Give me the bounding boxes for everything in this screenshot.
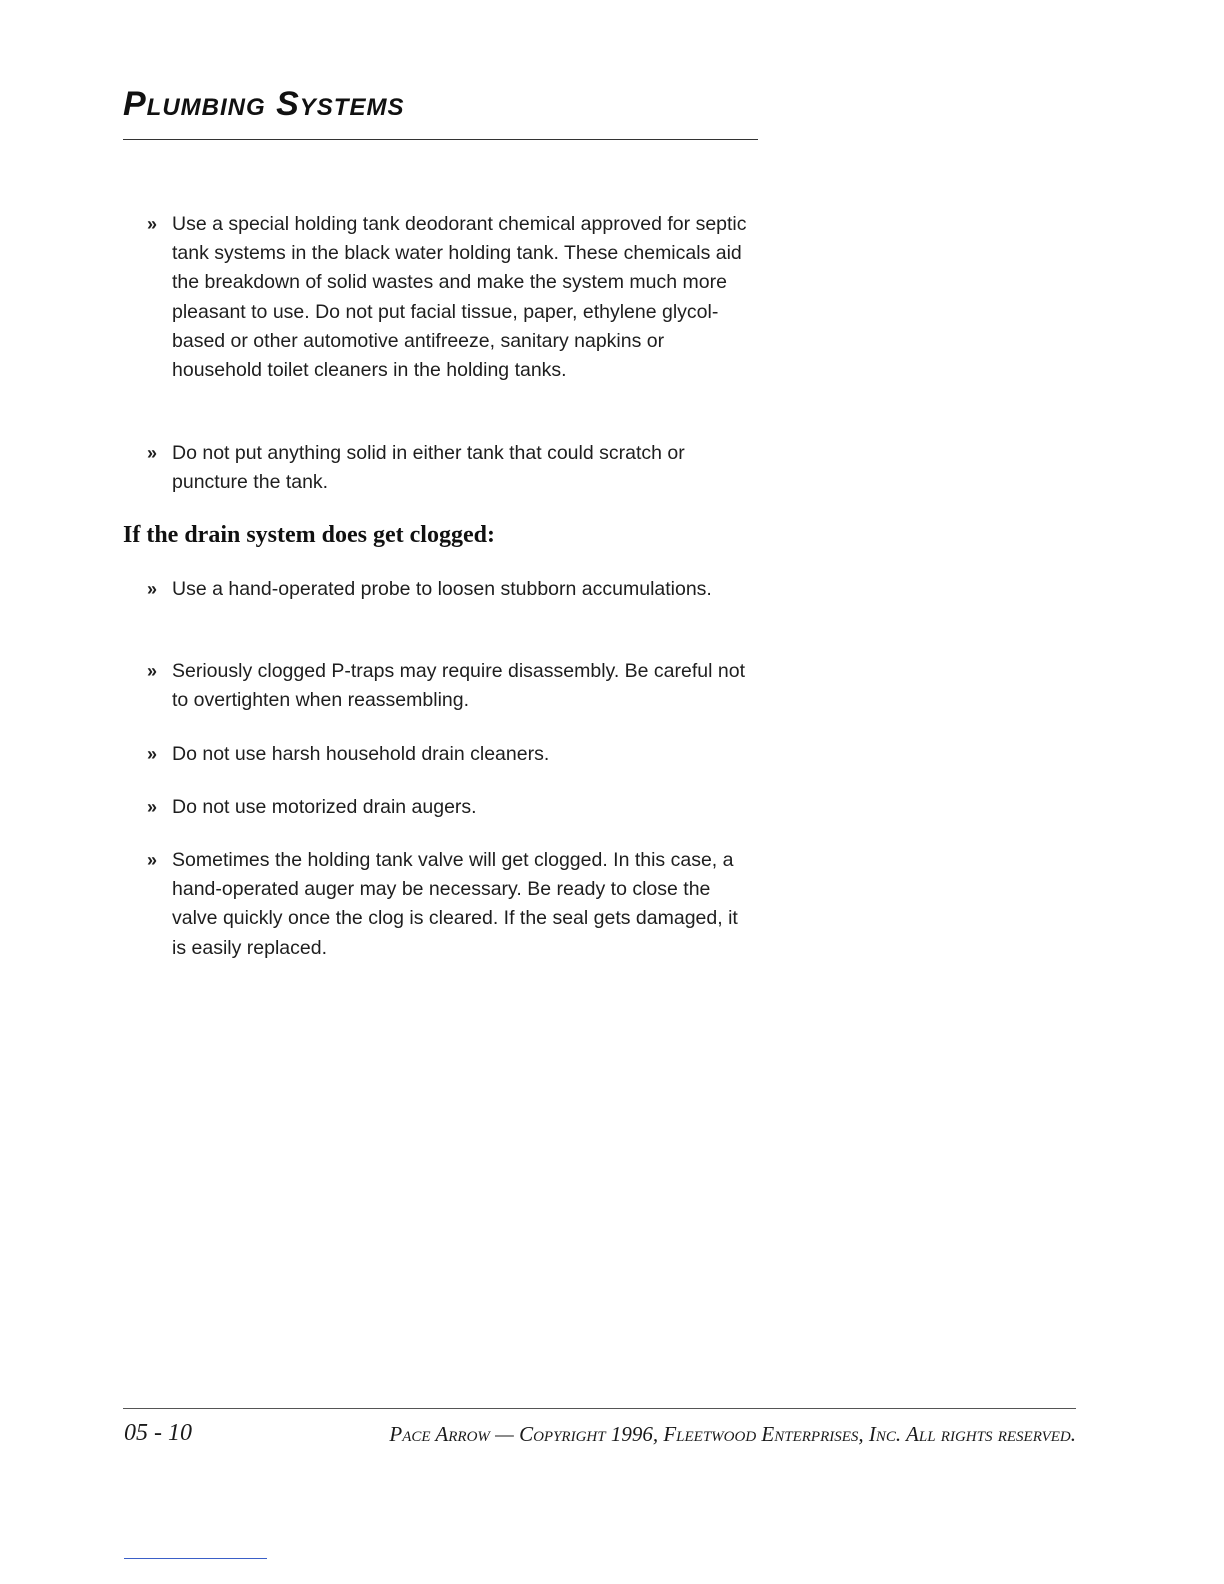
bullet-text: Seriously clogged P-traps may require disassembly. Be careful not to overtighten when reassembling. bbox=[172, 660, 745, 712]
footer-rule bbox=[123, 1408, 1076, 1409]
bullet-chevron-icon: » bbox=[147, 214, 156, 234]
list-item bbox=[147, 793, 757, 822]
list-item bbox=[147, 210, 757, 385]
bullet-chevron-icon: » bbox=[147, 579, 156, 599]
list-item bbox=[147, 657, 757, 715]
bullet-text: Use a hand-operated probe to loosen stubborn accumulations. bbox=[172, 578, 712, 600]
bullet-text: Sometimes the holding tank valve will get clogged. In this case, a hand-operated auger may be necessary. Be ready to close the valve quickly once the clog is cleared. If the seal gets damaged, it is easily replaced. bbox=[172, 849, 738, 959]
bullet-text: Do not use motorized drain augers. bbox=[172, 796, 477, 818]
list-item bbox=[147, 846, 757, 963]
page-number: 05 - 10 bbox=[124, 1420, 192, 1446]
bullet-text: Use a special holding tank deodorant chemical approved for septic tank systems in the black water holding tank. These chemicals aid the breakdown of solid wastes and make the system much more pleasant to use. Do not put facial tissue, paper, ethylene glycol-based or other automotive antifreeze, sanitary napkins or household toilet cleaners in the holding tanks. bbox=[172, 213, 747, 382]
bullet-chevron-icon: » bbox=[147, 850, 156, 870]
title-rule bbox=[123, 139, 758, 140]
bullet-chevron-icon: » bbox=[147, 797, 156, 817]
bullet-text: Do not put anything solid in either tank that could scratch or puncture the tank. bbox=[172, 442, 685, 494]
bottom-rule bbox=[124, 1558, 267, 1559]
bullet-text: Do not use harsh household drain cleaners. bbox=[172, 743, 550, 765]
bullet-chevron-icon: » bbox=[147, 744, 156, 764]
section-heading: If the drain system does get clogged: bbox=[123, 522, 495, 548]
list-item bbox=[147, 740, 757, 769]
bullet-chevron-icon: » bbox=[147, 443, 156, 463]
bullet-chevron-icon: » bbox=[147, 661, 156, 681]
list-item bbox=[147, 439, 757, 497]
copyright-notice: Pace Arrow — Copyright 1996, Fleetwood Enterprises, Inc. All rights reserved. bbox=[389, 1422, 1076, 1446]
page-title: Plumbing Systems bbox=[123, 85, 405, 123]
list-item bbox=[147, 575, 757, 604]
